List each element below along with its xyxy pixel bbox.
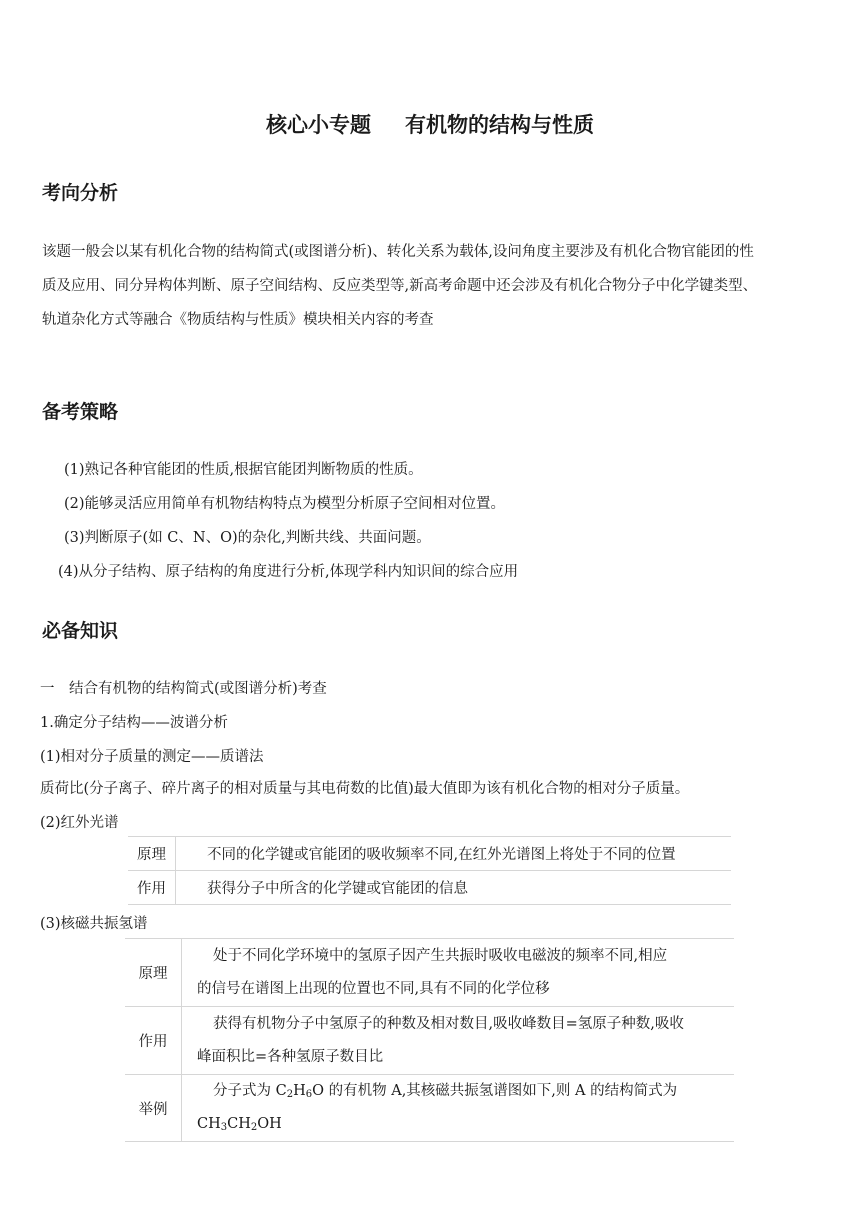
ir-label-principle: 原理 <box>128 837 176 871</box>
nmr-cell-function <box>182 1007 735 1075</box>
nmr-label-example: 举例 <box>125 1075 182 1142</box>
strategy-item-1: (1)熟记各种官能团的性质,根据官能团判断物质的性质。 <box>64 462 423 478</box>
nmr-table <box>125 938 734 1142</box>
ir-table <box>128 836 731 905</box>
ir-heading: (2)红外光谱 <box>40 815 119 831</box>
strategy-item-4: (4)从分子结构、原子结构的角度进行分析,体现学科内知识间的综合应用 <box>58 564 519 580</box>
formula-text: H <box>293 1083 306 1099</box>
title-part2: 有机物的结构与性质 <box>405 113 594 137</box>
page-title <box>0 109 860 139</box>
formula-text: CH <box>197 1116 221 1132</box>
analysis-line-2: 质及应用、同分异构体判断、原子空间结构、反应类型等,新高考命题中还会涉及有机化合物分子中化学键类型、 <box>42 278 758 294</box>
subscript: 6 <box>305 1089 313 1100</box>
formula-text: OH <box>257 1116 282 1132</box>
table-row <box>128 837 731 871</box>
nmr-label-function: 作用 <box>125 1007 182 1075</box>
table-row <box>128 871 731 905</box>
nmr-example-line-2 <box>197 1108 734 1141</box>
knowledge-subheading-1: 一 结合有机物的结构简式(或图谱分析)考查 <box>40 681 327 697</box>
ir-text-function: 获得分子中所含的化学键或官能团的信息 <box>176 871 732 905</box>
section-heading-analysis: 考向分析 <box>42 182 119 204</box>
formula-text: 分子式为 C <box>213 1083 287 1099</box>
nmr-cell-example <box>182 1075 735 1142</box>
nmr-cell-principle <box>182 939 735 1007</box>
ir-label-function: 作用 <box>128 871 176 905</box>
subscript: 3 <box>220 1122 228 1133</box>
strategy-item-3: (3)判断原子(如 C、N、O)的杂化,判断共线、共面问题。 <box>64 530 431 546</box>
subscript: 2 <box>250 1122 258 1133</box>
section-heading-strategy: 备考策略 <box>42 401 119 423</box>
title-part1: 核心小专题 <box>266 113 371 137</box>
knowledge-paragraph: 质荷比(分子离子、碎片离子的相对质量与其电荷数的比值)最大值即为该有机化合物的相对分子质量。 <box>40 781 690 797</box>
nmr-principle-line-2: 的信号在谱图上出现的位置也不同,具有不同的化学位移 <box>197 980 550 997</box>
nmr-function-line-1: 获得有机物分子中氢原子的种数及相对数目,吸收峰数目=氢原子种数,吸收 <box>213 1015 684 1032</box>
analysis-line-1: 该题一般会以某有机化合物的结构简式(或图谱分析)、转化关系为载体,设问角度主要涉及有机化合物官能团的性 <box>42 244 754 260</box>
nmr-heading: (3)核磁共振氢谱 <box>40 916 148 932</box>
analysis-line-3: 轨道杂化方式等融合《物质结构与性质》模块相关内容的考查 <box>42 312 434 328</box>
strategy-item-2: (2)能够灵活应用简单有机物结构特点为模型分析原子空间相对位置。 <box>64 496 506 512</box>
nmr-example-line-1 <box>197 1075 734 1108</box>
knowledge-subheading-3: (1)相对分子质量的测定——质谱法 <box>40 749 264 765</box>
table-row <box>125 1007 734 1075</box>
nmr-principle-line-1: 处于不同化学环境中的氢原子因产生共振时吸收电磁波的频率不同,相应 <box>213 947 668 964</box>
table-row <box>125 1075 734 1142</box>
section-heading-knowledge: 必备知识 <box>42 620 119 642</box>
nmr-function-line-2: 峰面积比=各种氢原子数目比 <box>197 1048 384 1065</box>
nmr-label-principle: 原理 <box>125 939 182 1007</box>
knowledge-subheading-2: 1.确定分子结构——波谱分析 <box>40 715 228 731</box>
formula-text: O 的有机物 A,其核磁共振氢谱图如下,则 A 的结构简式为 <box>312 1083 678 1099</box>
subscript: 2 <box>286 1089 294 1100</box>
formula-text: CH <box>227 1116 251 1132</box>
ir-text-principle: 不同的化学键或官能团的吸收频率不同,在红外光谱图上将处于不同的位置 <box>176 837 732 871</box>
table-row <box>125 939 734 1007</box>
